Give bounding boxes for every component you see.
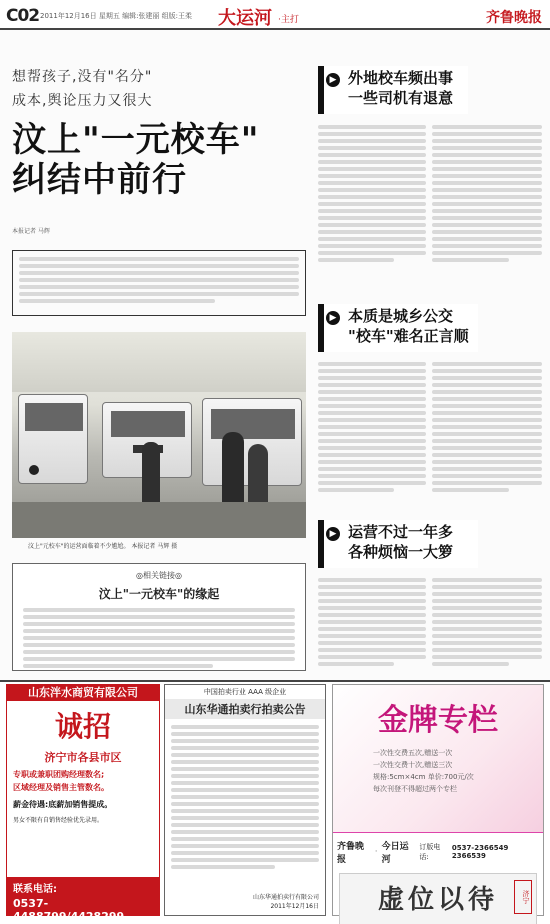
section-1-title-line-2: 一些司机有退意 (348, 89, 454, 107)
ad3-paper-2: 今日运河 (381, 842, 409, 865)
section-subtitle: ·主打 (278, 15, 299, 25)
ad-gold-column (332, 684, 544, 916)
article-column-2 (432, 125, 542, 285)
main-title-line-1: 汶上"一元校车" (12, 120, 260, 160)
byline: 本报记者 马辉 (12, 228, 50, 235)
ad1-phone: 0537-4488799/4428299 (13, 897, 125, 923)
section-3-title-line-1: 运营不过一年多 (348, 523, 454, 541)
ad3-bottom: 虚位以待 (377, 885, 498, 915)
ad-recruitment (6, 684, 160, 923)
section-1-title-line-1: 外地校车频出事 (348, 69, 454, 87)
photo-ground (12, 502, 306, 538)
arrow-icon: ▶ (326, 311, 340, 325)
ad2-footer-company: 山东华通拍卖行有限公司 (252, 894, 319, 901)
related-link-title: 汶上"一元校车"的缘起 (98, 587, 220, 601)
page-number: C02 (6, 6, 40, 26)
section-2-title-line-1: 本质是城乡公交 (348, 307, 454, 325)
ad3-line-2: 一次性交费十次,赠送三次 (373, 761, 453, 769)
bus-left (18, 394, 88, 484)
article-column-1 (318, 125, 426, 285)
ad2-top: 中国拍卖行业 AAA 级企业 (203, 688, 287, 696)
ad3-line-1: 一次性交费五次,赠送一次 (373, 749, 453, 757)
paper-logo: 齐鲁晚报 (486, 10, 542, 26)
arrow-icon: ▶ (326, 73, 340, 87)
ad3-line-3: 规格:5cm×4cm 单价:700元/次 (373, 773, 474, 781)
article-column-6 (432, 578, 542, 676)
ad3-title: 金牌专栏 (378, 703, 498, 738)
kicker-line-2: 成本,舆论压力又很大 (12, 93, 153, 109)
ad1-note: 男女不限有自销售经验优先录用。 (13, 817, 104, 824)
arrow-icon: ▶ (326, 527, 340, 541)
page-header (0, 0, 550, 30)
section-3-title-line-2: 各种烦恼一大箩 (348, 543, 454, 561)
ad-auction-notice (164, 684, 326, 916)
main-title-line-2: 纠结中前行 (12, 160, 187, 200)
related-link-label: ◎相关链接◎ (136, 571, 182, 580)
ad1-recruit-1: 专职或兼职团购经理数名; (13, 770, 105, 779)
ad2-title: 山东华通拍卖行拍卖公告 (165, 699, 325, 719)
article-column-4 (432, 362, 542, 502)
photo-caption: 汶上"元校车"的运营面临着不少尴尬。 本报记者 马辉 摄 (28, 543, 178, 550)
kicker-line-1: 想帮孩子,没有"名分" (12, 69, 153, 85)
ad3-paper: 齐鲁晚报 (337, 842, 365, 865)
main-title (12, 120, 259, 200)
news-photo (12, 332, 306, 538)
separator-dot-icon: · (374, 847, 378, 857)
lead-paragraph (12, 250, 306, 316)
photo-sky (12, 332, 306, 392)
ad3-phone-label: 订版电话: (419, 843, 441, 861)
article-column-3 (318, 362, 426, 502)
ad1-recruit-2: 区域经理及销售主管数名。 (13, 783, 109, 792)
ad1-city: 济宁市各县市区 (44, 751, 122, 764)
section-2-title-line-2: "校车"难名正言顺 (348, 327, 469, 345)
related-link-box (12, 563, 306, 671)
ad1-company: 山东泮水商贸有限公司 (7, 685, 159, 701)
section-heading-1 (318, 66, 468, 114)
ad1-salary: 薪金待遇:底薪加销售提成。 (13, 800, 113, 809)
ad2-footer-date: 2011年12月16日 (270, 903, 319, 910)
section-title: 大运河 (218, 8, 272, 29)
ad1-slogan: 诚招 (54, 710, 111, 743)
ad3-phone: 0537-2366549 2366539 (451, 844, 509, 860)
section-heading-2 (318, 304, 478, 352)
article-column-5 (318, 578, 426, 676)
ad3-line-4: 每次刊登不得超过两个专栏 (373, 785, 457, 793)
page-info: 2011年12月16日 星期五 编辑:张建丽 组版:王柔 (40, 12, 193, 20)
ad1-phone-label: 联系电话: (13, 884, 57, 895)
seal-stamp: 济宁 (514, 880, 532, 914)
section-heading-3 (318, 520, 478, 568)
